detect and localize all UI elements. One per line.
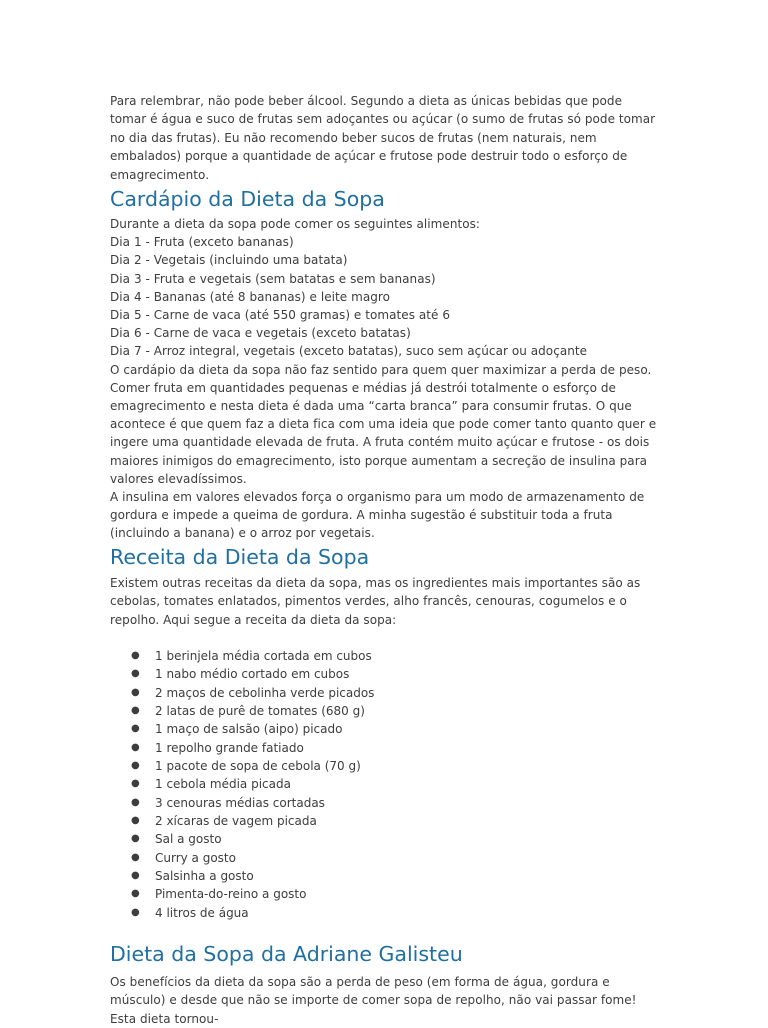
cardapio-section	[110, 215, 660, 543]
heading-receita: Receita da Dieta da Sopa	[110, 544, 370, 569]
day-line: Dia 3 - Fruta e vegetais (sem batatas e sem bananas)	[110, 271, 436, 286]
heading-cardapio: Cardápio da Dieta da Sopa	[110, 187, 385, 212]
intro-paragraph: Para relembrar, não pode beber álcool. Segundo a dieta as únicas bebidas que pode tomar é água e suco de frutas sem adoçantes ou açúcar (o sumo de frutas só pode tomar no dia das frutas). Eu não recomendo beber sucos de frutas (nem naturais, nem embalados) porque a quantidade de açúcar e frutose pode destruir todo o esforço de emagrecimento.	[110, 94, 656, 182]
list-item	[110, 830, 660, 848]
list-item	[110, 867, 660, 885]
adriane-paragraph: Os benefícios da dieta da sopa são a perda de peso (em forma de água, gordura e músculo) e desde que não se importe de comer sopa de repolho, não vai passar fome! Esta dieta tornou-	[110, 975, 637, 1026]
ingredient-text: 3 cenouras médias cortadas	[155, 795, 325, 810]
list-item	[110, 775, 660, 793]
ingredient-text: Curry a gosto	[155, 850, 236, 865]
list-item	[110, 812, 660, 830]
ingredient-list	[110, 647, 660, 922]
ingredient-text: 1 nabo médio cortado em cubos	[155, 667, 350, 682]
list-item	[110, 647, 660, 665]
day-line: Dia 5 - Carne de vaca (até 550 gramas) e tomates até 6	[110, 308, 451, 323]
bullet-icon: ●	[131, 759, 140, 771]
heading-adriane-galisteu: Dieta da Sopa da Adriane Galisteu	[110, 942, 463, 967]
list-item	[110, 904, 660, 922]
bullet-icon: ●	[131, 851, 140, 863]
bullet-icon: ●	[131, 686, 140, 698]
bullet-icon: ●	[131, 704, 140, 716]
ingredient-text: 1 repolho grande fatiado	[155, 740, 304, 755]
bullet-icon: ●	[131, 833, 140, 845]
bullet-icon: ●	[131, 888, 140, 900]
list-item	[110, 794, 660, 812]
insulina-paragraph: A insulina em valores elevados força o organismo para um modo de armazenamento de gordura e impede a queima de gordura. A minha sugestão é substituir toda a fruta (incluindo a banana) e o arroz por vegetais.	[110, 490, 645, 541]
list-item	[110, 739, 660, 757]
list-item	[110, 849, 660, 867]
ingredient-text: 2 latas de purê de tomates (680 g)	[155, 703, 365, 718]
bullet-icon: ●	[131, 649, 140, 661]
bullet-icon: ●	[131, 741, 140, 753]
list-item	[110, 665, 660, 683]
bullet-icon: ●	[131, 778, 140, 790]
list-item	[110, 720, 660, 738]
ingredient-text: 2 xícaras de vagem picada	[155, 814, 317, 828]
ingredient-text: 1 cebola média picada	[155, 777, 291, 792]
ingredient-text: Pimenta-do-reino a gosto	[155, 887, 307, 902]
ingredient-text: 1 pacote de sopa de cebola (70 g)	[155, 758, 361, 773]
ingredient-text: 1 maço de salsão (aipo) picado	[155, 722, 343, 737]
day-line: Dia 6 - Carne de vaca e vegetais (exceto batatas)	[110, 326, 411, 341]
day-line: Dia 4 - Bananas (até 8 bananas) e leite magro	[110, 289, 391, 304]
ingredient-text: 2 maços de cebolinha verde picados	[155, 685, 375, 700]
ingredient-text: Salsinha a gosto	[155, 869, 254, 884]
ingredient-text: 1 berinjela média cortada em cubos	[155, 648, 372, 663]
bullet-icon: ●	[131, 796, 140, 808]
day-line: Dia 2 - Vegetais (incluindo uma batata)	[110, 253, 348, 268]
receita-paragraph: Existem outras receitas da dieta da sopa, mas os ingredientes mais importantes são as cebolas, tomates enlatados, pimentos verdes, alho francês, cenouras, cogumelos e o repolho. Aqui segue a receita da dieta da sopa:	[110, 575, 641, 627]
list-item	[110, 757, 660, 775]
bullet-icon: ●	[131, 906, 140, 918]
bullet-icon: ●	[131, 870, 140, 882]
bullet-icon: ●	[131, 668, 140, 680]
bullet-icon: ●	[131, 815, 140, 826]
day-line: Dia 1 - Fruta (exceto bananas)	[110, 235, 294, 250]
cardapio-paragraph: O cardápio da dieta da sopa não faz sentido para quem quer maximizar a perda de peso. Comer fruta em quantidades pequenas e médias já destrói totalmente o esforço de emagrecimento e nesta dieta é dada uma “carta branca” para consumir frutas. O que acontece é que quem faz a dieta fica com uma ideia que pode comer tanto quanto quer e ingere uma quantidade elevada de fruta. A fruta contém muito açúcar e frutose - os dois maiores inimigos do emagrecimento, isto porque aumentam a secreção de insulina para valores elevadíssimos.	[110, 362, 657, 486]
list-item	[110, 702, 660, 720]
list-item	[110, 684, 660, 702]
ingredient-text: Sal a gosto	[155, 832, 222, 847]
day-line: Dia 7 - Arroz integral, vegetais (exceto batatas), suco sem açúcar ou adoçante	[110, 344, 588, 359]
ingredient-text: 4 litros de água	[155, 905, 249, 920]
list-item	[110, 885, 660, 903]
cardapio-lead: Durante a dieta da sopa pode comer os seguintes alimentos:	[110, 217, 481, 232]
bullet-icon: ●	[131, 723, 140, 735]
